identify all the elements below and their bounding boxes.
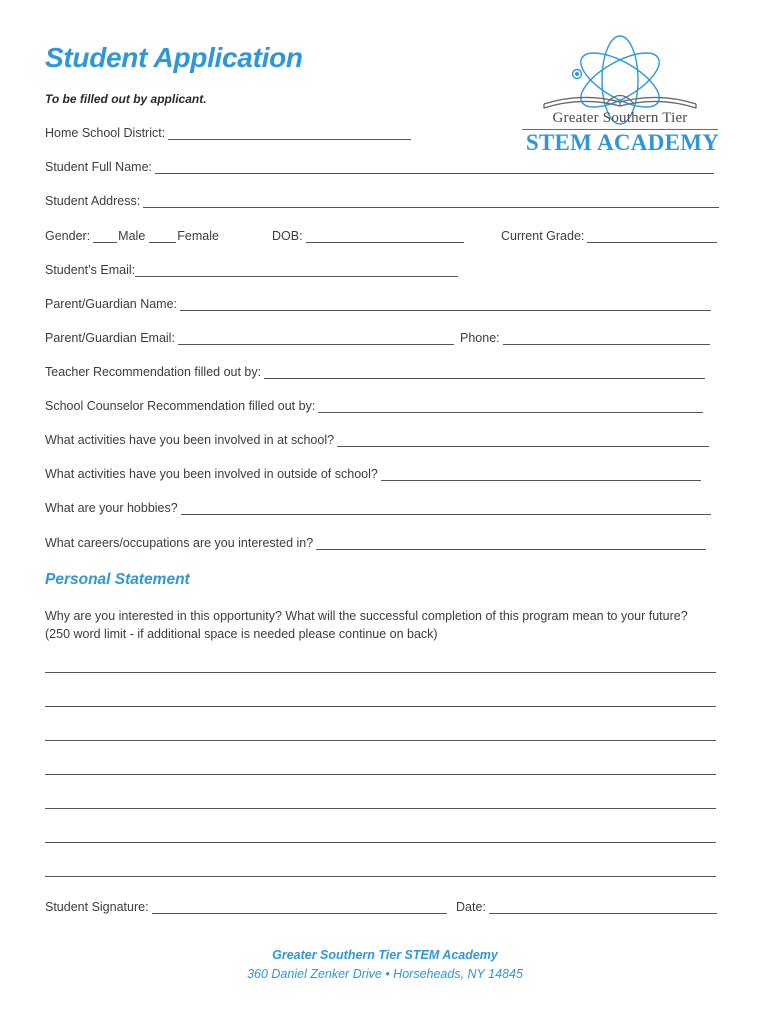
dob-input[interactable] [306, 231, 464, 243]
personal-statement-prompt-line1: Why are you interested in this opportunity? What will the successful completion of this program mean to your future? [45, 609, 688, 623]
student-full-name-input[interactable] [155, 162, 714, 174]
student-signature-input[interactable] [152, 902, 447, 914]
statement-writing-line[interactable] [45, 842, 716, 843]
counselor-recommendation-field [45, 397, 703, 413]
footer-address: 360 Daniel Zenker Drive • Horseheads, NY 14845 [247, 967, 523, 981]
phone-label: Phone: [460, 331, 500, 345]
student-email-input[interactable] [135, 265, 458, 277]
page-subtitle: To be filled out by applicant. [45, 92, 207, 106]
footer-academy-name: Greater Southern Tier STEM Academy [272, 948, 498, 962]
activities-outside-label: What activities have you been involved in outside of school? [45, 467, 378, 481]
hobbies-input[interactable] [181, 503, 711, 515]
gender-field [45, 227, 219, 243]
gender-label: Gender: [45, 229, 91, 243]
parent-email-field [45, 329, 454, 345]
student-signature-field [45, 898, 447, 914]
personal-statement-heading: Personal Statement [45, 571, 190, 588]
activities-outside-field [45, 465, 701, 481]
parent-name-input[interactable] [180, 299, 711, 311]
signature-date-input[interactable] [489, 902, 717, 914]
gender-male-input[interactable] [93, 231, 117, 243]
statement-writing-line[interactable] [45, 706, 716, 707]
logo-text-stem-academy: STEM ACADEMY [525, 130, 720, 155]
current-grade-input[interactable] [587, 231, 717, 243]
phone-field [460, 329, 710, 345]
parent-name-field [45, 295, 711, 311]
careers-field [45, 534, 706, 550]
dob-field [272, 227, 464, 243]
gender-female-input[interactable] [149, 231, 176, 243]
activities-school-input[interactable] [337, 435, 709, 447]
activities-outside-input[interactable] [381, 469, 701, 481]
teacher-recommendation-input[interactable] [264, 367, 705, 379]
current-grade-label: Current Grade: [501, 229, 585, 243]
personal-statement-prompt-line2: (250 word limit - if additional space is needed please continue on back) [45, 627, 438, 641]
logo-text-greater-southern-tier: Greater Southern Tier [552, 110, 688, 126]
dob-label: DOB: [272, 229, 303, 243]
home-school-district-input[interactable] [168, 128, 411, 140]
careers-input[interactable] [316, 538, 706, 550]
careers-label: What careers/occupations are you interested in? [45, 536, 314, 550]
activities-school-field [45, 431, 709, 447]
activities-school-label: What activities have you been involved in at school? [45, 433, 335, 447]
student-address-field [45, 192, 719, 208]
statement-writing-line[interactable] [45, 740, 716, 741]
phone-input[interactable] [503, 333, 710, 345]
statement-writing-line[interactable] [45, 672, 716, 673]
statement-writing-line[interactable] [45, 808, 716, 809]
statement-writing-line[interactable] [45, 774, 716, 775]
gender-female-label: Female [177, 229, 219, 243]
student-full-name-label: Student Full Name: [45, 160, 152, 174]
counselor-recommendation-input[interactable] [318, 401, 703, 413]
personal-statement-prompt [45, 607, 735, 643]
signature-date-label: Date: [456, 900, 486, 914]
student-signature-label: Student Signature: [45, 900, 149, 914]
parent-email-label: Parent/Guardian Email: [45, 331, 175, 345]
page-title: Student Application [45, 42, 303, 73]
parent-email-input[interactable] [178, 333, 454, 345]
student-full-name-field [45, 158, 714, 174]
teacher-recommendation-field [45, 363, 705, 379]
current-grade-field [501, 227, 717, 243]
signature-date-field [456, 898, 717, 914]
statement-writing-line[interactable] [45, 876, 716, 877]
home-school-district-field [45, 124, 411, 140]
hobbies-field [45, 499, 711, 515]
student-address-label: Student Address: [45, 194, 141, 208]
student-email-field [45, 261, 458, 277]
student-address-input[interactable] [143, 196, 719, 208]
student-email-label: Student’s Email: [45, 263, 136, 277]
counselor-recommendation-label: School Counselor Recommendation filled out by: [45, 399, 316, 413]
parent-name-label: Parent/Guardian Name: [45, 297, 178, 311]
gender-male-label: Male [118, 229, 146, 243]
academy-logo [520, 32, 725, 160]
home-school-district-label: Home School District: [45, 126, 166, 140]
hobbies-label: What are your hobbies? [45, 501, 178, 515]
teacher-recommendation-label: Teacher Recommendation filled out by: [45, 365, 262, 379]
